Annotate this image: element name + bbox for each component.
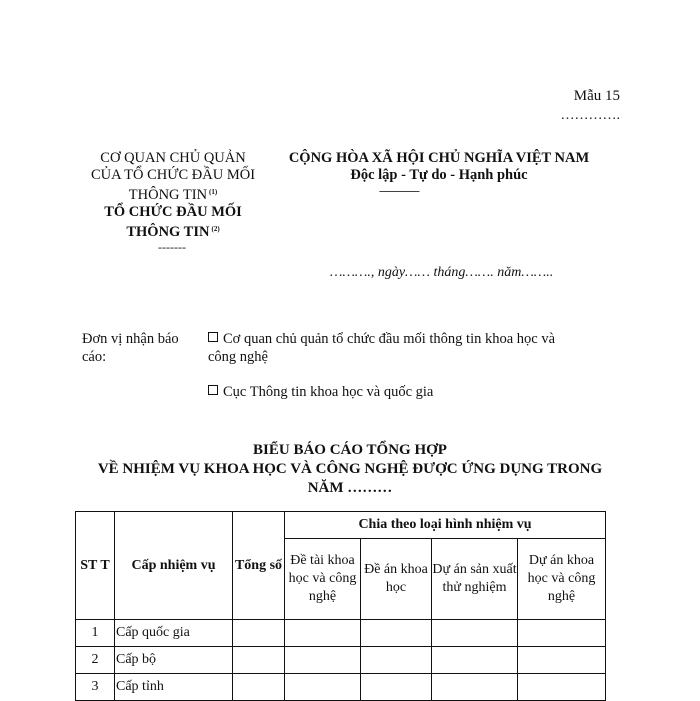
cell-science-scheme[interactable] [361, 620, 432, 647]
table-row [76, 647, 606, 674]
cell-science-scheme[interactable] [361, 674, 432, 701]
agency-line-1: CƠ QUAN CHỦ QUẢN [100, 150, 246, 166]
cell-total[interactable] [233, 620, 285, 647]
row-task-level: Cấp bộ [115, 647, 233, 674]
agency-line-3-text: THÔNG TIN [128, 187, 208, 203]
receiving-option-2-text: Cục Thông tin khoa học và quốc gia [223, 384, 434, 400]
org-name-line-1: TỔ CHỨC ĐẦU MỐI [104, 204, 242, 220]
report-title [70, 441, 630, 498]
cell-total[interactable] [233, 647, 285, 674]
agency-rule: ------- [158, 240, 186, 254]
header-research-topic: Đề tài khoa học và công nghệ [285, 539, 361, 620]
footnote-marker-1: (1) [209, 188, 218, 196]
org-name-line-2-text: THÔNG TIN [126, 224, 210, 240]
cell-pilot-project[interactable] [432, 674, 518, 701]
row-stt: 2 [76, 647, 115, 674]
footnote-marker-2: (2) [211, 225, 220, 233]
receiving-option-1-text: Cơ quan chủ quản tổ chức đầu mối thông tin khoa học và công nghệ [208, 331, 556, 365]
header-task-level: Cấp nhiệm vụ [115, 512, 233, 620]
cell-total[interactable] [233, 674, 285, 701]
cell-research-topic[interactable] [285, 647, 361, 674]
table-header-row [76, 512, 606, 539]
checkbox-icon[interactable] [208, 332, 218, 342]
summary-table [75, 511, 606, 701]
cell-research-topic[interactable] [285, 620, 361, 647]
row-stt: 1 [76, 620, 115, 647]
org-name-line-2 [82, 221, 264, 241]
nation-motto: Độc lập - Tự do - Hạnh phúc [350, 167, 528, 183]
row-stt: 3 [76, 674, 115, 701]
form-number: Mẫu 15 [573, 88, 620, 104]
header-pilot-project: Dự án sản xuất thử nghiệm [432, 539, 518, 620]
cell-st-project[interactable] [518, 620, 606, 647]
cell-pilot-project[interactable] [432, 647, 518, 674]
table-row [76, 674, 606, 701]
date-line: ………., ngày…… tháng……. năm…….. [330, 265, 554, 280]
row-task-level: Cấp tỉnh [115, 674, 233, 701]
cell-science-scheme[interactable] [361, 647, 432, 674]
cell-pilot-project[interactable] [432, 620, 518, 647]
agency-header [82, 150, 264, 241]
report-title-line-3: NĂM ……… [307, 480, 393, 496]
report-title-line-1: BIỂU BÁO CÁO TỔNG HỢP [253, 442, 447, 458]
receiving-option-2 [208, 383, 578, 401]
header-st-project: Dự án khoa học và công nghệ [518, 539, 606, 620]
nation-name: CỘNG HÒA XÃ HỘI CHỦ NGHĨA VIỆT NAM [288, 150, 590, 166]
cell-st-project[interactable] [518, 674, 606, 701]
nation-rule: --------------- [379, 185, 419, 197]
receiving-option-1 [208, 330, 578, 366]
report-title-line-2: VỀ NHIỆM VỤ KHOA HỌC VÀ CÔNG NGHỆ ĐƯỢC ỨNG DỤNG TRONG [97, 461, 603, 477]
form-number-dots: …………. [560, 108, 620, 123]
header-total: Tổng số [233, 512, 285, 620]
nation-header [264, 150, 614, 184]
receiving-unit-label: Đơn vị nhận báo cáo: [82, 331, 179, 365]
table-row [76, 620, 606, 647]
header-stt: ST T [76, 512, 115, 620]
header-task-type-group: Chia theo loại hình nhiệm vụ [285, 512, 606, 539]
agency-line-3 [82, 184, 264, 204]
cell-st-project[interactable] [518, 647, 606, 674]
header-science-scheme: Đề án khoa học [361, 539, 432, 620]
checkbox-icon[interactable] [208, 385, 218, 395]
cell-research-topic[interactable] [285, 674, 361, 701]
row-task-level: Cấp quốc gia [115, 620, 233, 647]
agency-line-2: CỦA TỔ CHỨC ĐẦU MỐI [90, 167, 256, 183]
